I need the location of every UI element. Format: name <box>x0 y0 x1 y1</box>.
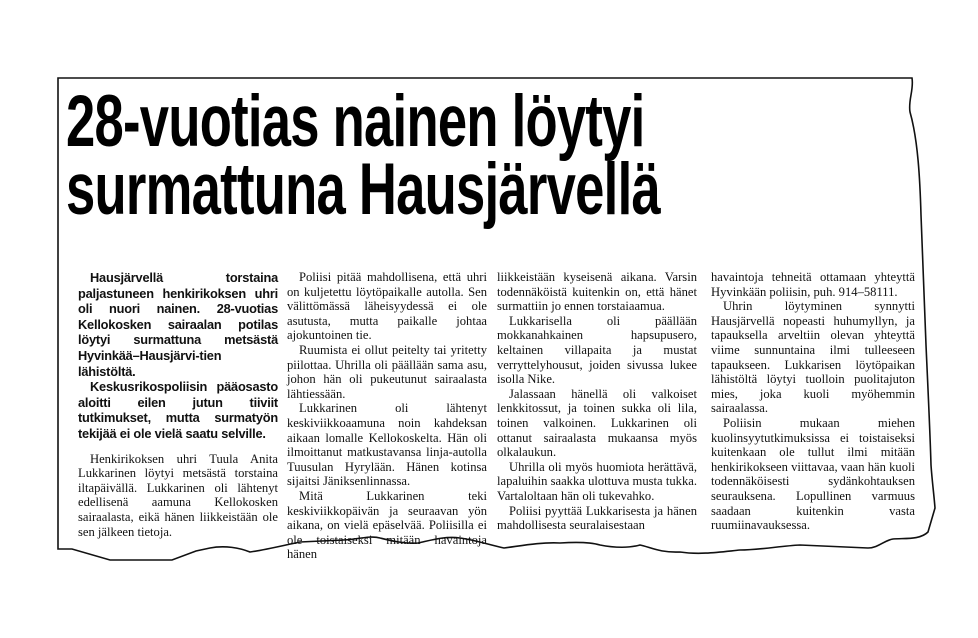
lead-paragraph: Hausjärvellä torstaina paljastuneen henkirikoksen uhri oli nuori nainen. 28-vuotias Kellokosken sairaalan potilas löytyi surmattuna metsästä Hyvinkää–Hausjärvi-tien lähistöltä. <box>78 270 278 379</box>
body-paragraph: Poliisin mukaan miehen kuolinsyytutkimuksissa ei toistaiseksi kuitenkaan ole tullut ilmi mitään henkirikokseen viittavaa, vaan hän kuoli todennäköisesti sydänkohtauksen seurauksena. Lopullinen varmuus saadaan kuitenkin vasta ruumiinavauksessa. <box>711 415 915 533</box>
column-1 <box>78 270 278 539</box>
column-3 <box>497 270 697 533</box>
body-paragraph: Uhrilla oli myös huomiota herättävä, lapaluihin saakka ulottuva musta tukka. Vartaloltaan hän oli tukevahko. <box>497 459 697 503</box>
headline-line-1: 28-vuotias nainen löytyi <box>66 81 645 162</box>
body-paragraph: Jalassaan hänellä oli valkoiset lenkkitossut, ja toinen sukka oli lila, toinen valkoinen. Lukkarinen oli ottanut sairaalasta mukaansa myös olkalaukun. <box>497 386 697 460</box>
body-paragraph: Uhrin löytyminen synnytti Hausjärvellä nopeasti huhumyllyn, ja tapauksella arveltiin olevan yhteyttä viime sunnuntaina ilmi tulleeseen tapaukseen. Lukkarisen löytöpaikan lähistöltä löytyi tuolloin puolitajuton mies, joka kuoli myöhemmin sairaalassa. <box>711 299 915 416</box>
column-4 <box>711 270 915 533</box>
body-paragraph: Poliisi pitää mahdollisena, että uhri on kuljetettu löytöpaikalle autolla. Sen välittömässä läheisyydessä ei ole asutusta, mutta paikalle johtaa ajokuntoinen tie. <box>287 270 487 343</box>
column-2 <box>287 270 487 562</box>
body-paragraph: Ruumista ei ollut peitelty tai yritetty piilottaa. Uhrilla oli päällään sama asu, johon hän oli pukeutunut sairaalasta lähtiessään. <box>287 342 487 401</box>
lead-paragraphs <box>78 270 278 442</box>
lead-paragraph: Keskusrikospoliisin pääosasto aloitti eilen jutun tiiviit tutkimukset, mutta surmatyön tekijää ei ole vielä saatu selville. <box>78 379 278 441</box>
body-paragraph: Lukkarisella oli päällään mokkanahkainen hapsupusero, keltainen villapaita ja mustat verryttelyhousut, joiden sivussa lukee isolla Nike. <box>497 313 697 387</box>
body-paragraph: Lukkarinen oli lähtenyt keskiviikkoaamuna noin kahdeksan aikaan lomalle Kellokoskelta. Hän oli ilmoittanut matkustavansa linja-autolla Tuusulan Hyrylään. Hänen kotinsa sijaitsi Jäniksenlinnassa. <box>287 401 487 489</box>
headline-line-2: surmattuna Hausjärvellä <box>66 149 660 230</box>
body-paragraph: Poliisi pyyttää Lukkarisesta ja hänen mahdollisesta seuralaisestaan <box>497 503 697 533</box>
body-paragraph: Mitä Lukkarinen teki keskiviikkopäivän ja seuraavan yön aikana, on vielä epäselvää. Poliisilla ei ole toistaiseksi mitään havaintoja hänen <box>287 488 487 562</box>
body-paragraph: Henkirikoksen uhri Tuula Anita Lukkarinen löytyi metsästä torstaina iltapäivällä. Lukkarinen oli lähtenyt edellisenä aamuna Kellokosken sairaalasta, eikä hänen liikkeistään ole sen jälkeen tietoja. <box>78 451 278 539</box>
body-paragraph: liikkeistään kyseisenä aikana. Varsin todennäköistä kuitenkin on, että hänet surmattiin jo ennen torstaiaamua. <box>497 270 697 314</box>
body-paragraph: havaintoja tehneitä ottamaan yhteyttä Hyvinkään poliisin, puh. 914–58111. <box>711 270 915 299</box>
headline <box>66 81 685 230</box>
